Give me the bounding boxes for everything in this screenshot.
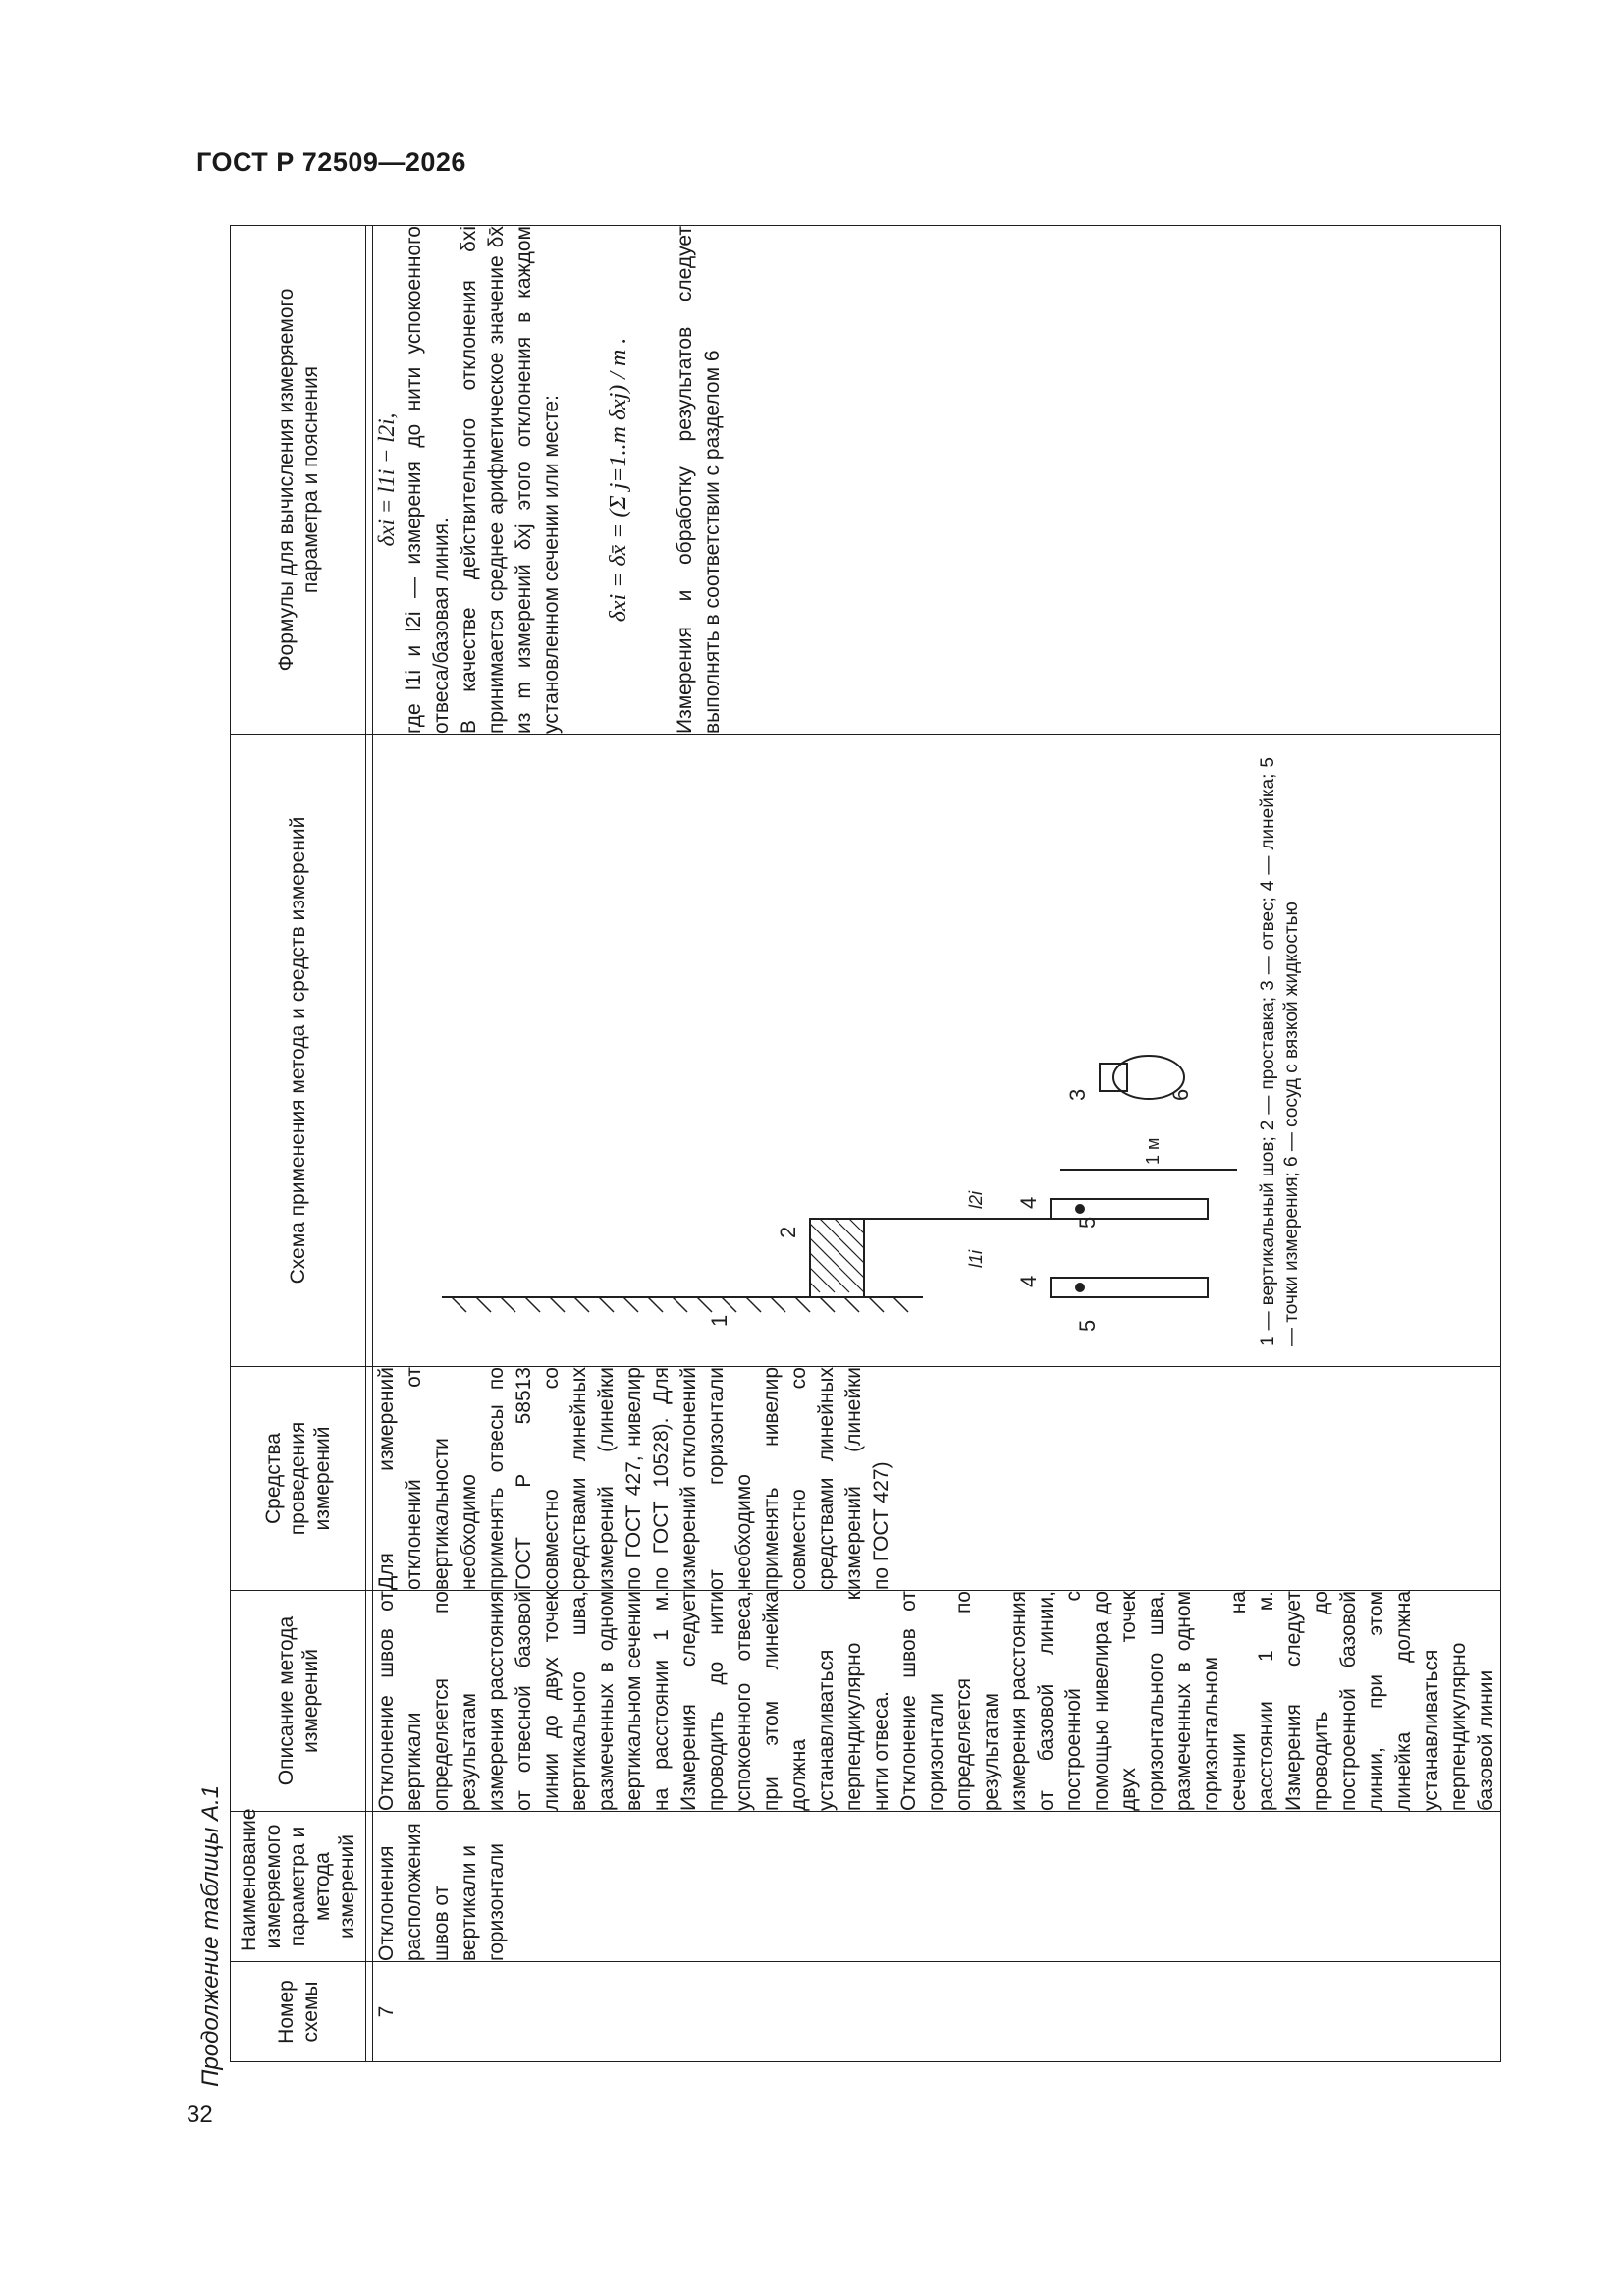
cell-method-description bbox=[373, 1591, 1501, 1812]
table-row bbox=[373, 226, 1501, 2062]
measurement-scheme-diagram bbox=[373, 734, 1335, 1366]
cell-instruments: Для измерений отклонений от вертикальности необходимо применять отвесы по ГОСТ Р 58513 совместно со средствами линейных измерений (линейки по ГОСТ 427, нивелир по ГОСТ 10528). Для измерений отклонений от горизонтали необходимо применять нивелир совместно со средствами линейных измерений (линейки по ГОСТ 427) bbox=[373, 1367, 1501, 1591]
header-instruments: Средства проведения измерений bbox=[231, 1367, 366, 1591]
header-separator-row bbox=[366, 226, 373, 2062]
cell-parameter-name: Отклонения расположения швов от вертикали и горизонтали bbox=[373, 1812, 1501, 1962]
label-vessel: 6 bbox=[1168, 1088, 1193, 1101]
rotated-table-sheet bbox=[230, 226, 1497, 2062]
label-l2: l2i bbox=[966, 1190, 986, 1209]
measurement-point-top bbox=[1076, 1284, 1084, 1291]
table-header-row bbox=[231, 226, 366, 2062]
table-continuation-caption: Продолжение таблицы А.1 bbox=[197, 1784, 224, 2087]
formula-mean: δxi = δx̄ = (Σ j=1..m δxj) / m . bbox=[606, 337, 631, 623]
label-wall: 1 bbox=[707, 1314, 731, 1327]
scheme-legend-text: 1 — вертикальный шов; 2 — проставка; 3 — отвес; 4 — линейка; 5 — точки измерения; 6 — сосуд с вязкой жидкостью bbox=[1258, 757, 1302, 1346]
header-parameter-name: Наименование измеряемого параметра и метода измерений bbox=[231, 1812, 366, 1962]
label-ruler-top: 4 bbox=[1016, 1275, 1041, 1287]
header-formulas: Формулы для вычисления измеряемого параметра и пояснения bbox=[231, 226, 366, 735]
label-distance: 1 м bbox=[1143, 1137, 1163, 1165]
ruler-top bbox=[1051, 1278, 1208, 1297]
scheme-legend bbox=[1257, 757, 1304, 1346]
method-paragraph-horizontal: Отклонение швов от горизонтали определяется по результатам измерения расстояния от базовой линии, построенной с помощью нивелира до двух точек горизонтального шва, размеченных в одном горизонтальном сечении на расстоянии 1 м. Измерения следует проводить до построенной базовой линии, при этом линейка должна устанавливаться перпендикулярно базовой линии bbox=[897, 1591, 1497, 1811]
cell-formulas bbox=[373, 226, 1501, 735]
cell-scheme-number: 7 bbox=[373, 1962, 1501, 2062]
formula-where: где l1i и l2i — измерения до нити успокоенного отвеса/базовая линия. bbox=[403, 226, 453, 734]
measurement-point-bottom bbox=[1076, 1205, 1084, 1213]
formula-processing-note: Измерения и обработку результатов следует выполнять в соответствии с разделом 6 bbox=[674, 226, 724, 734]
spacer-hatching bbox=[810, 1219, 864, 1292]
formula-deviation: δxi = l1i − l2i, bbox=[374, 412, 399, 547]
formula-mean-explanation: В качестве действительного отклонения δxi принимается среднее арифметическое значение δx̄ из m измерений δxj этого отклонения в каждом установленном сечении или месте: bbox=[458, 226, 563, 734]
header-scheme-number: Номер схемы bbox=[231, 1962, 366, 2062]
cell-scheme bbox=[373, 735, 1501, 1367]
spacer-block bbox=[810, 1219, 864, 1297]
label-point-top: 5 bbox=[1075, 1319, 1100, 1332]
ground-hatching bbox=[452, 1297, 908, 1312]
measurement-table bbox=[230, 225, 1501, 2062]
label-plumb: 3 bbox=[1065, 1088, 1090, 1101]
method-paragraph-vertical: Отклонение швов от вертикали определяется по результатам измерения расстояния от отвесной базовой линии до двух точек вертикального шва, размеченных в одном вертикальном сечении на расстоянии 1 м. Измерения следует проводить до нити успокоенного отвеса, при этом линейка должна устанавливаться перпендикулярно к нити отвеса. bbox=[375, 1591, 893, 1811]
page-number: 32 bbox=[187, 2102, 213, 2128]
header-method-description: Описание метода измерений bbox=[231, 1591, 366, 1812]
ruler-bottom bbox=[1051, 1199, 1208, 1219]
label-l1: l1i bbox=[966, 1249, 986, 1268]
document-code: ГОСТ Р 72509—2026 bbox=[196, 147, 466, 177]
header-scheme: Схема применения метода и средств измерений bbox=[231, 735, 366, 1367]
label-ruler-bottom: 4 bbox=[1016, 1196, 1041, 1209]
label-spacer: 2 bbox=[776, 1226, 800, 1238]
label-point-bottom: 5 bbox=[1075, 1216, 1100, 1229]
